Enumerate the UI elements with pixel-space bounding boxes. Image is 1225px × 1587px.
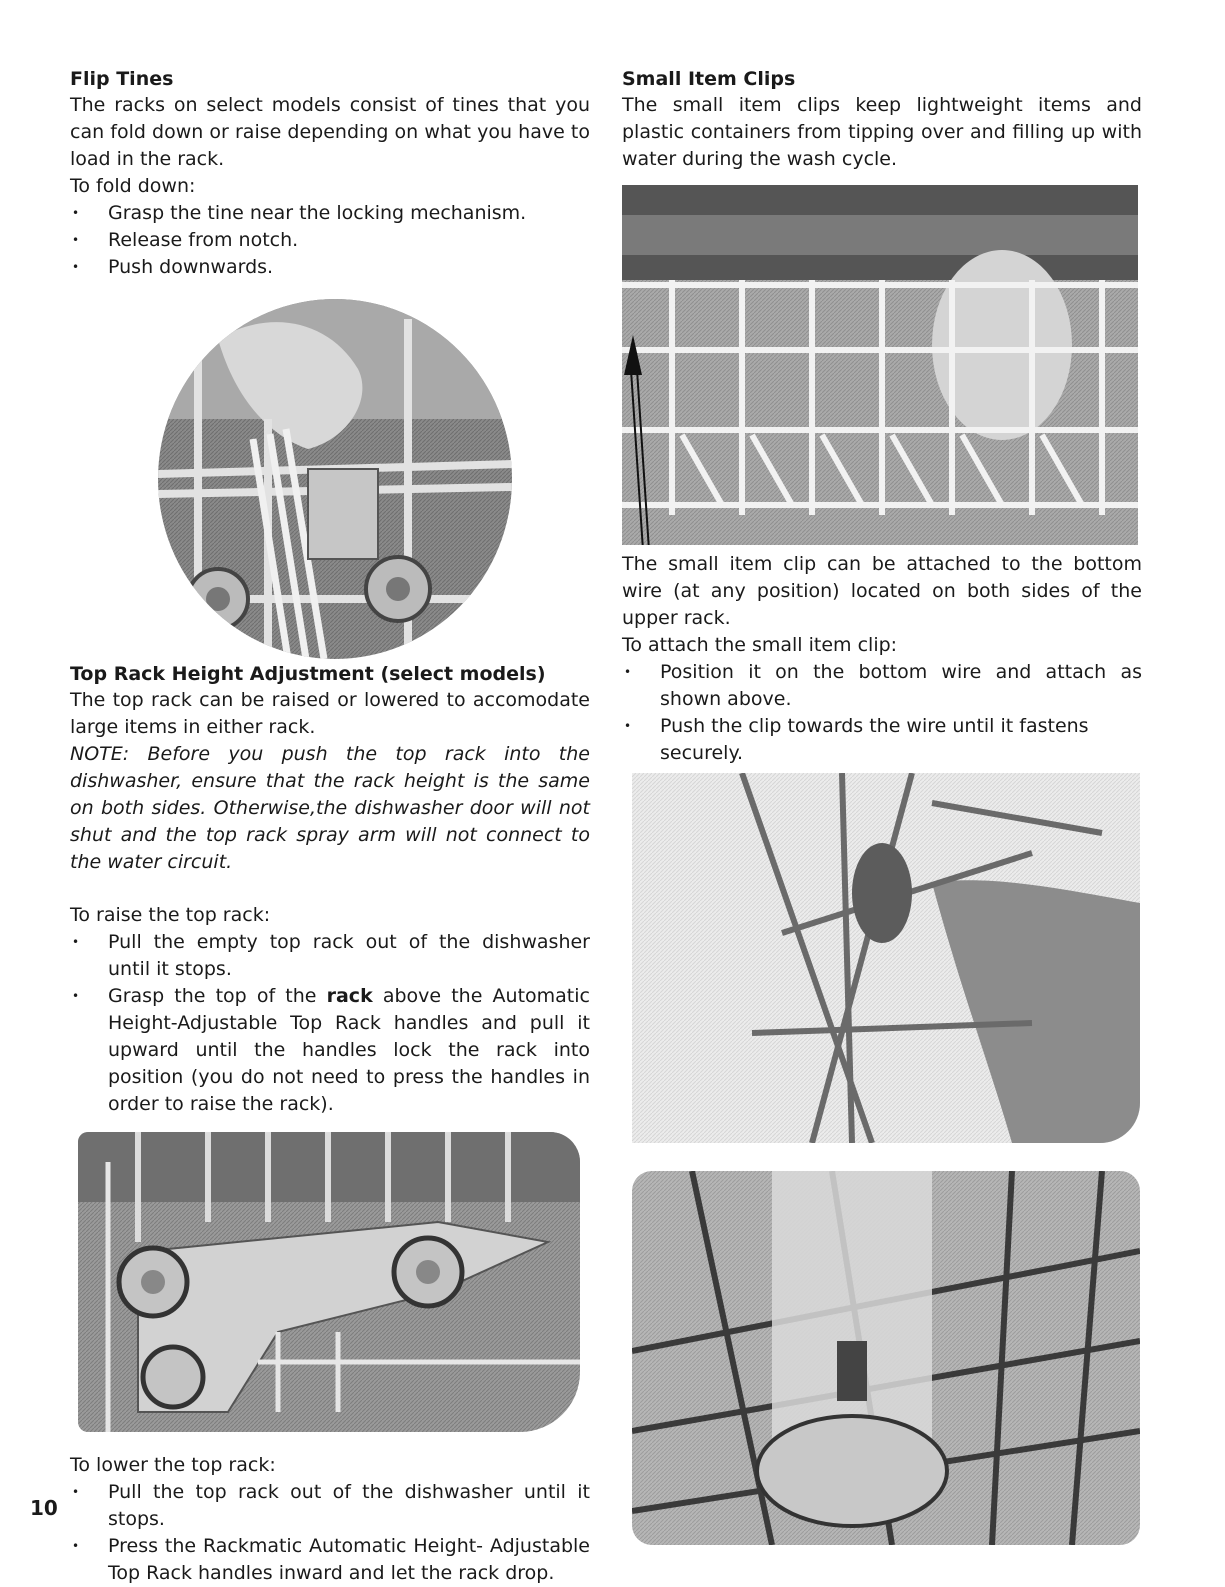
attach-intro: To attach the small item clip: — [622, 634, 898, 656]
list-item: • Position it on the bottom wire and attach as shown above. — [622, 659, 1142, 713]
clip-holding-glass-photo — [632, 1171, 1140, 1545]
list-item: • Release from notch. — [70, 227, 590, 254]
raise-steps — [70, 929, 590, 1118]
fold-down-steps — [70, 200, 590, 281]
list-item: • Grasp the tine near the locking mechanism. — [70, 200, 590, 227]
fold-down-intro: To fold down: — [70, 175, 196, 197]
raise-intro: To raise the top rack: — [70, 904, 271, 926]
list-item: • Pull the empty top rack out of the dishwasher until it stops. — [70, 929, 590, 983]
list-item: • Push downwards. — [70, 254, 590, 281]
list-item: • Pull the top rack out of the dishwasher until it stops. — [70, 1479, 590, 1533]
attach-clip-photo — [632, 773, 1140, 1143]
top-rack-handles-photo — [78, 1132, 580, 1432]
page-number: 10 — [30, 1496, 58, 1520]
attach-steps — [622, 659, 1142, 767]
list-item: • Press the Rackmatic Automatic Height- Adjustable Top Rack handles inward and let the rack drop. — [70, 1533, 590, 1587]
top-rack-body: The top rack can be raised or lowered to accomodate large items in either rack. — [70, 689, 590, 738]
small-item-clips-heading: Small Item Clips — [622, 68, 796, 90]
top-rack-heading: Top Rack Height Adjustment (select models) — [70, 663, 546, 685]
left-column — [70, 66, 590, 1587]
small-item-clip-rack-photo — [622, 185, 1138, 545]
lower-steps — [70, 1479, 590, 1587]
right-column — [622, 66, 1142, 1545]
lower-intro: To lower the top rack: — [70, 1454, 276, 1476]
small-item-clips-body: The small item clips keep lightweight items and plastic containers from tipping over and filling up with water during the wash cycle. — [622, 94, 1142, 170]
list-item: • Push the clip towards the wire until it fastens securely. — [622, 713, 1142, 767]
list-item: • Grasp the top of the rack above the Automatic Height-Adjustable Top Rack handles and pull it upward until the handles lock the rack into position (you do not need to press the handles in order to raise the rack). — [70, 983, 590, 1118]
top-rack-note: NOTE: Before you push the top rack into the dishwasher, ensure that the rack height is the same on both sides. Otherwise,the dishwasher door will not shut and the top rack spray arm will not connect to the water circuit. — [70, 743, 590, 873]
flip-tines-body: The racks on select models consist of tines that you can fold down or raise depending on what you have to load in the rack. — [70, 94, 590, 170]
flip-tines-photo — [158, 299, 512, 659]
small-item-clips-caption: The small item clip can be attached to the bottom wire (at any position) located on both sides of the upper rack. — [622, 553, 1142, 629]
flip-tines-heading: Flip Tines — [70, 68, 174, 90]
